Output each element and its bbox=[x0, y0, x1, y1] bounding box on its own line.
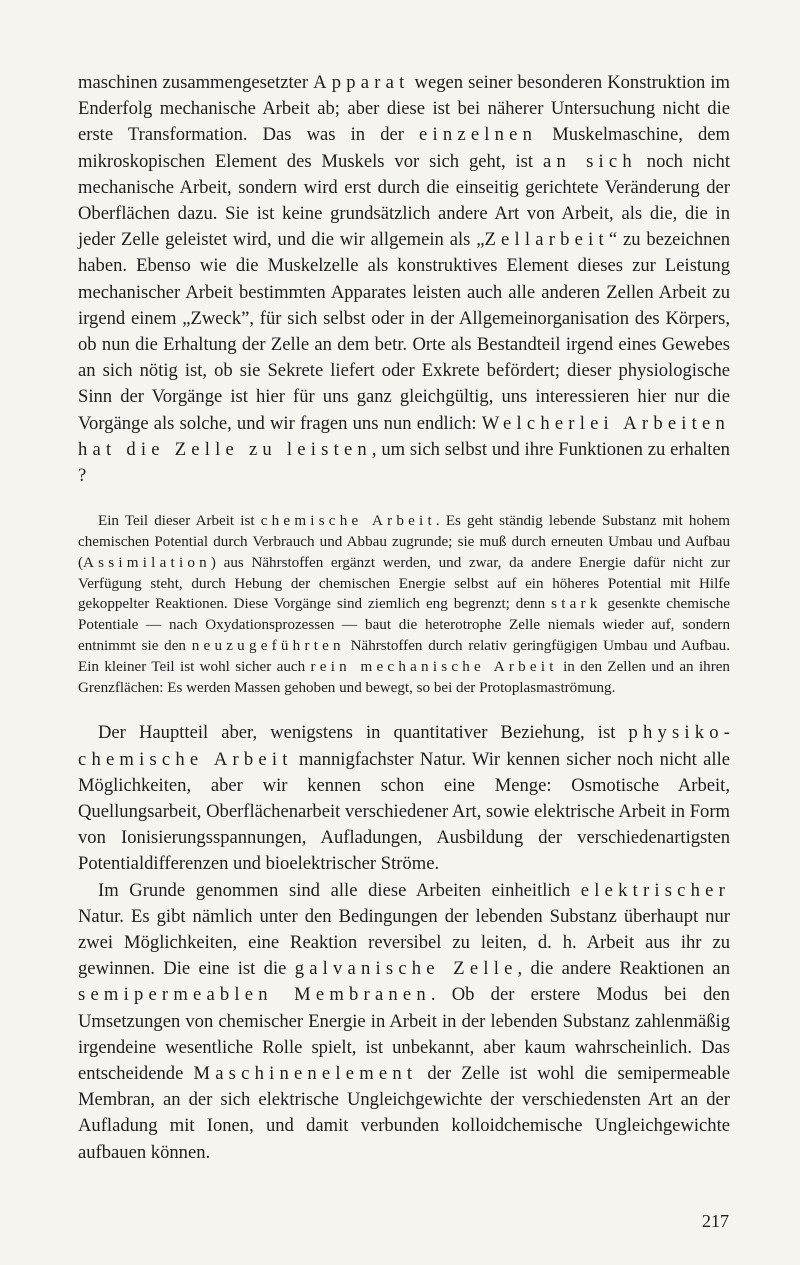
emphasis-spaced-text: Zellarbeit bbox=[484, 229, 609, 251]
emphasis-spaced-text: Apparat bbox=[313, 72, 410, 93]
emphasis-spaced-text: Assimilation bbox=[83, 554, 211, 571]
text-segment: maschinen zusammengesetzter bbox=[78, 72, 314, 93]
emphasis-spaced-text: Welcherlei Arbeiten hat die Zelle zu leisten bbox=[78, 412, 730, 460]
text-segment: , um sich selbst und ihre Funktionen zu erhalten ? bbox=[78, 438, 730, 487]
emphasis-spaced-text: chemische Arbeit bbox=[260, 513, 436, 530]
text-segment: gesenkte chemische Potentiale — nach Oxydationsprozessen — baut die heterotrophe Zelle niemals wieder auf, sondern entnimmt sie den bbox=[78, 596, 730, 655]
emphasis-spaced-text: an sich bbox=[543, 150, 637, 172]
text-segment: Muskelmaschine, dem mikroskopischen Element des Muskels vor sich geht, ist bbox=[78, 124, 730, 172]
emphasis-spaced-text: physikochemische Arbeit bbox=[78, 722, 730, 770]
emphasis-spaced-text: einzelnen bbox=[419, 124, 538, 146]
text-segment: . Ob der erstere Modus bei den Umsetzungen von chemischer Energie in Arbeit in der lebenden Substanz zahlenmäßig irgendeine wesentliche Rolle spielt, ist unbekannt, aber kaum wahrscheinlich. Das entscheidende bbox=[78, 984, 730, 1085]
text-segment: Nährstoffen durch relativ geringfügigen Umbau und Aufbau. Ein kleiner Teil ist wohl sicher auch bbox=[78, 638, 730, 675]
text-segment: mannigfachster Natur. Wir kennen sicher noch nicht alle Möglichkeiten, aber wir kennen schon eine Menge: Osmotische Arbeit, Quellungsarbeit, Oberflächenarbeit verschiedener Art, sowie elektrische Arbeit in Form von Ionisierungsspannungen, Aufladungen, Ausbildung der verschiedenartigsten Potentialdifferenzen und bioelektrischer Ströme. bbox=[78, 748, 730, 875]
text-segment: Ein Teil dieser Arbeit ist bbox=[98, 513, 261, 530]
text-segment: der Zelle ist wohl die semipermeable Membran, an der sich elektrische Ungleichgewichte der verschiedensten Art an der Aufladung mit Ionen, und damit verbunden kolloidchemische Ungleichgewichte aufbauen können. bbox=[78, 1063, 731, 1163]
paragraph-1 bbox=[78, 70, 730, 489]
emphasis-spaced-text: semipermeablen Membranen bbox=[78, 984, 431, 1006]
text-segment: Natur. Es gibt nämlich unter den Bedingungen der lebenden Substanz überhaupt nur zwei Möglichkeiten, eine Reaktion reversibel zu leiten, d. h. Arbeit aus ihr zu gewinnen. Die eine ist die bbox=[78, 905, 730, 980]
emphasis-spaced-text: Maschinenelement bbox=[193, 1063, 418, 1085]
emphasis-spaced-text: neuzugeführten bbox=[191, 638, 345, 655]
paragraph-2 bbox=[78, 511, 730, 698]
text-segment: in den Zellen und an ihren Grenzflächen: Es werden Massen gehoben und bewegt, so bei der Protoplasmaströmung. bbox=[78, 658, 730, 696]
page-body bbox=[78, 70, 730, 1166]
text-segment: noch nicht mechanische Arbeit, sondern wird erst durch die einseitig gerichtete Veränderung der Oberflächen dazu. Sie ist keine grundsätzlich andere Art von Arbeit, als die, die in jeder Zelle geleistet wird, und die wir allgemein als „ bbox=[78, 150, 731, 251]
emphasis-spaced-text: stark bbox=[551, 596, 602, 613]
text-segment: ) aus Nährstoffen ergänzt werden, und zwar, da andere Energie dafür nicht zur Verfügung steht, durch Hebung der chemischen Energie selbst auf ein höheres Potential mit Hilfe gekoppelter Reaktionen. Diese Vorgänge sind ziemlich eng begrenzt; denn bbox=[78, 554, 730, 613]
page-number: 217 bbox=[702, 1211, 729, 1231]
text-segment: “ zu bezeichnen haben. Ebenso wie die Muskelzelle als konstruktives Element dieses zur Leistung mechanischer Arbeit bestimmten Apparates leisten auch alle anderen Zellen Arbeit zu irgend einem „Zweck”, für sich selbst oder in der Allgemeinorganisation des Körpers, ob nun die Erhaltung der Zelle an dem betr. Orte als Bestandteil irgend eines Gewebes an sich nötig ist, ob sie Sekrete liefert oder Exkrete befördert; dieser physiologische Sinn der Vorgänge ist hier für uns ganz gleichgültig, uns interessieren hier nur die Vorgänge als solche, und wir fragen uns nun endlich: bbox=[78, 229, 731, 434]
text-segment: . Es geht ständig lebende Substanz mit hohem chemischen Potential durch Verbrauch und Abbau zugrunde; sie muß durch erneuten Umbau und Aufbau ( bbox=[78, 513, 730, 571]
text-segment: Der Hauptteil aber, wenigstens in quantitativer Beziehung, ist bbox=[98, 722, 629, 744]
emphasis-spaced-text: galvanische Zelle bbox=[294, 958, 518, 980]
text-segment: Im Grunde genommen sind alle diese Arbeiten einheitlich bbox=[98, 879, 581, 901]
paragraph-4 bbox=[78, 878, 730, 1166]
emphasis-spaced-text: elektrischer bbox=[580, 879, 730, 901]
emphasis-spaced-text: rein mechanische Arbeit bbox=[310, 658, 558, 675]
paragraph-3 bbox=[78, 720, 730, 877]
text-segment: wegen seiner besonderen Konstruktion im Enderfolg mechanische Arbeit ab; aber diese ist bei näherer Untersuchung nicht die erste Transformation. Das was in der bbox=[78, 72, 730, 146]
text-segment: , die andere Reaktionen an bbox=[517, 958, 731, 980]
